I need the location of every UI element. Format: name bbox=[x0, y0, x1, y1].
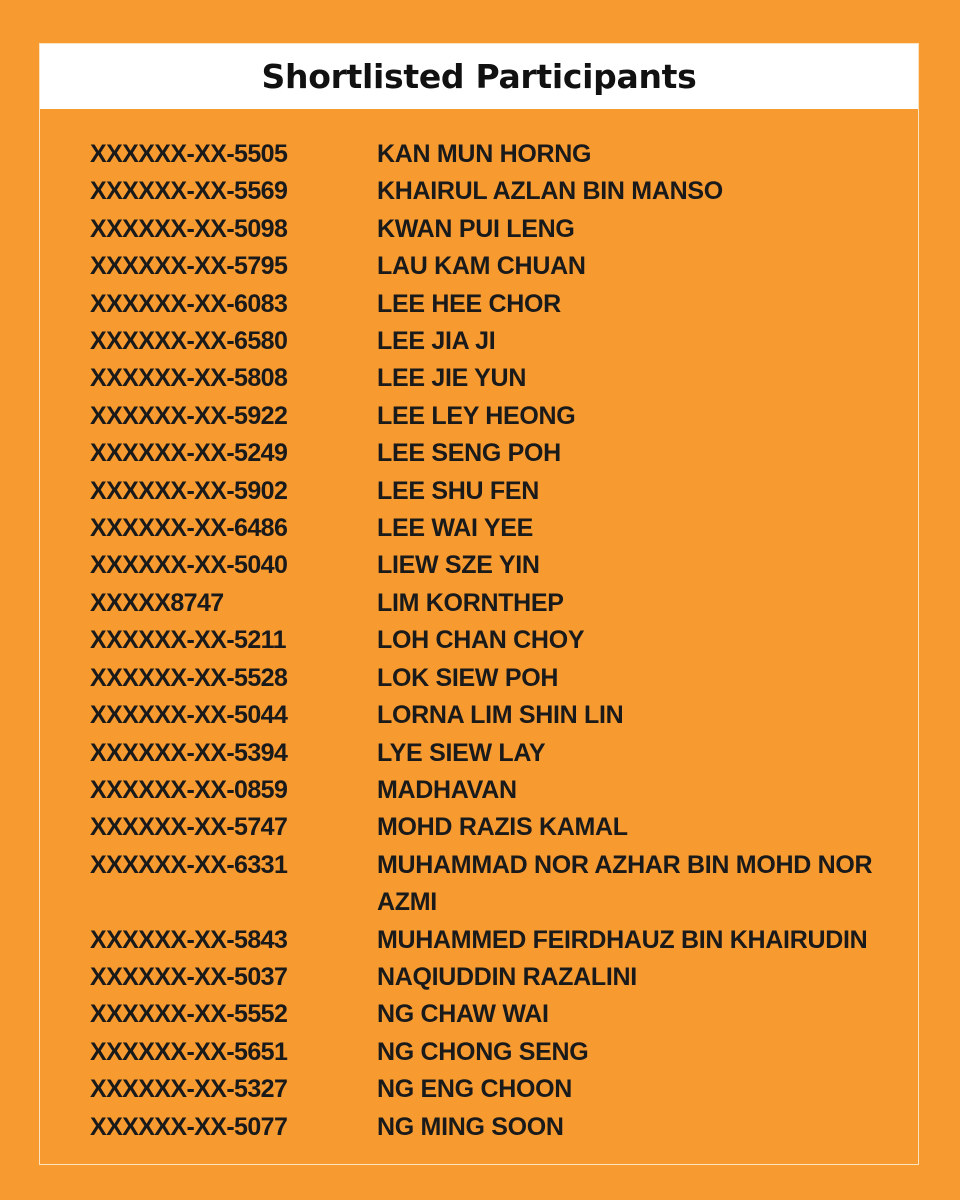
participant-id: XXXXXX-XX-5394 bbox=[90, 738, 288, 767]
list-item bbox=[90, 473, 890, 510]
participants-list bbox=[90, 136, 890, 1146]
participant-name: LORNA LIM SHIN LIN bbox=[377, 701, 624, 730]
list-item bbox=[90, 772, 890, 809]
list-item bbox=[90, 211, 890, 248]
participant-id: XXXXXX-XX-5569 bbox=[90, 177, 288, 206]
participant-name: LEE LEY HEONG bbox=[377, 401, 576, 430]
participant-name: MUHAMMAD NOR AZHAR BIN MOHD NOR AZMI bbox=[377, 850, 873, 917]
page-title: Shortlisted Participants bbox=[261, 57, 697, 96]
participant-name: KAN MUN HORNG bbox=[377, 140, 592, 168]
participant-name: LOH CHAN CHOY bbox=[377, 626, 585, 655]
participant-id: XXXXXX-XX-5249 bbox=[90, 439, 288, 468]
list-item bbox=[90, 435, 890, 472]
participant-name: LYE SIEW LAY bbox=[377, 738, 546, 767]
participant-name: LEE HEE CHOR bbox=[377, 289, 561, 318]
participants-panel bbox=[39, 43, 919, 1165]
participant-id: XXXXXX-XX-5211 bbox=[90, 626, 286, 655]
list-item bbox=[90, 1034, 890, 1071]
list-item bbox=[90, 1071, 890, 1108]
participant-name: LEE JIE YUN bbox=[377, 364, 527, 393]
list-item bbox=[90, 809, 890, 846]
list-item bbox=[90, 547, 890, 584]
participant-name: MOHD RAZIS KAMAL bbox=[377, 813, 628, 842]
list-item bbox=[90, 286, 890, 323]
participant-name: LIEW SZE YIN bbox=[377, 551, 540, 580]
participant-id: XXXXXX-XX-0859 bbox=[90, 775, 288, 804]
list-item bbox=[90, 996, 890, 1033]
participant-name: LIM KORNTHEP bbox=[377, 588, 564, 617]
list-item bbox=[90, 922, 890, 959]
participant-id: XXXXX8747 bbox=[90, 588, 224, 617]
participant-name: MADHAVAN bbox=[377, 775, 517, 804]
participant-id: XXXXXX-XX-6580 bbox=[90, 327, 288, 356]
list-item bbox=[90, 622, 890, 659]
participant-id: XXXXXX-XX-6083 bbox=[90, 289, 288, 318]
participant-id: XXXXXX-XX-5505 bbox=[90, 140, 288, 168]
participant-id: XXXXXX-XX-5747 bbox=[90, 813, 288, 842]
participant-id: XXXXXX-XX-5651 bbox=[90, 1037, 288, 1066]
participant-id: XXXXXX-XX-5808 bbox=[90, 364, 288, 393]
participant-id: XXXXXX-XX-5552 bbox=[90, 1000, 288, 1029]
participant-id: XXXXXX-XX-5843 bbox=[90, 925, 288, 954]
participant-name: KWAN PUI LENG bbox=[377, 214, 575, 243]
participant-id: XXXXXX-XX-5922 bbox=[90, 401, 288, 430]
list-item bbox=[90, 697, 890, 734]
list-item bbox=[90, 660, 890, 697]
list-item bbox=[90, 173, 890, 210]
participant-name: LOK SIEW POH bbox=[377, 663, 559, 692]
list-item bbox=[90, 360, 890, 397]
participant-name: NG MING SOON bbox=[377, 1112, 564, 1141]
participant-id: XXXXXX-XX-5044 bbox=[90, 701, 288, 730]
participant-name: LEE SENG POH bbox=[377, 439, 561, 468]
participant-id: XXXXXX-XX-6331 bbox=[90, 850, 288, 879]
participant-name: NG CHAW WAI bbox=[377, 1000, 549, 1029]
participant-name: NAQIUDDIN RAZALINI bbox=[377, 962, 637, 991]
participant-id: XXXXXX-XX-5795 bbox=[90, 252, 288, 281]
title-bar bbox=[40, 44, 918, 109]
participant-id: XXXXXX-XX-5902 bbox=[90, 476, 288, 505]
list-item bbox=[90, 136, 890, 173]
list-item bbox=[90, 323, 890, 360]
list-item bbox=[90, 510, 890, 547]
list-item bbox=[90, 735, 890, 772]
participant-name: KHAIRUL AZLAN BIN MANSO bbox=[377, 177, 723, 206]
list-item bbox=[90, 398, 890, 435]
participant-id: XXXXXX-XX-5098 bbox=[90, 214, 288, 243]
participant-id: XXXXXX-XX-5327 bbox=[90, 1075, 288, 1104]
participant-name: NG CHONG SENG bbox=[377, 1037, 589, 1066]
participant-id: XXXXXX-XX-6486 bbox=[90, 514, 288, 543]
participant-name: LAU KAM CHUAN bbox=[377, 252, 586, 281]
list-item bbox=[90, 248, 890, 285]
list-item bbox=[90, 585, 890, 622]
participant-id: XXXXXX-XX-5528 bbox=[90, 663, 288, 692]
participant-id: XXXXXX-XX-5077 bbox=[90, 1112, 288, 1141]
participant-name: LEE JIA JI bbox=[377, 327, 496, 356]
list-item bbox=[90, 847, 890, 922]
list-item bbox=[90, 1109, 890, 1146]
participant-name: LEE SHU FEN bbox=[377, 476, 539, 505]
list-item bbox=[90, 959, 890, 996]
participant-name: MUHAMMED FEIRDHAUZ BIN KHAIRUDIN bbox=[377, 925, 868, 954]
participant-id: XXXXXX-XX-5040 bbox=[90, 551, 288, 580]
participant-name: LEE WAI YEE bbox=[377, 514, 534, 543]
participant-name: NG ENG CHOON bbox=[377, 1075, 573, 1104]
participant-id: XXXXXX-XX-5037 bbox=[90, 962, 288, 991]
